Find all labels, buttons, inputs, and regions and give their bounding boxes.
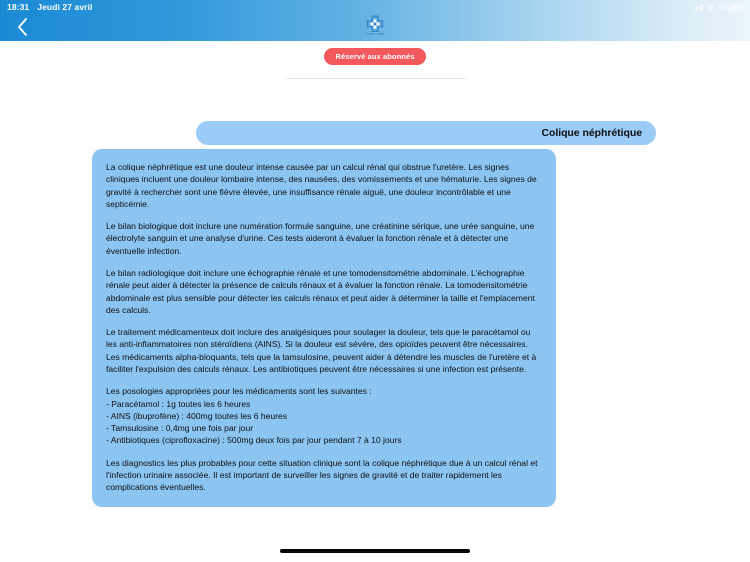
section-divider — [285, 78, 467, 79]
status-bar — [0, 0, 750, 14]
user-message-bubble — [196, 121, 656, 145]
answer-paragraph-3: Le bilan radiologique doit inclure une échographie rénale et une tomodensitométrie abdominale. L'échographie rénale peut aider à détecter la présence de calculs rénaux et à évaluer la fonction rénale. La tomodensitométrie abdominale est plus sensible pour détecter les calculs rénaux et peut aider à déterminer la taille et l'emplacement des calculs. — [106, 267, 535, 315]
app-logo[interactable] — [361, 13, 389, 39]
back-button[interactable] — [8, 14, 36, 40]
answer-paragraph-5: Les diagnostics les plus probables pour cette situation clinique sont la colique néphrétique due à un calcul rénal et l'infection urinaire associée. Il est important de surveiller les signes de gravité et de traiter rapidement les complications éventuelles. — [106, 457, 538, 493]
answer-paragraph-4: Le traitement médicamenteux doit inclure des analgésiques pour soulager la douleur, tels que le paracétamol ou les anti-inflammatoires non stéroïdiens (AINS). Si la douleur est sévère, des opioïdes peuvent être nécessaires. Les médicaments alpha-bloquants, tels que la tamsulosine, peuvent aider à détendre les muscles de l'uretère et à faciliter l'expulsion des calculs rénaux. Les antibiotiques peuvent être nécessaires si une infection est présente. — [106, 327, 537, 374]
posology-line: - Paracétamol : 1g toutes les 6 heures — [106, 398, 251, 409]
answer-paragraph-1: La colique néphrétique est une douleur intense causée par un calcul rénal qui obstrue l'uretère. Les signes cliniques incluent une douleur lombaire intense, des nausées, des vomissements et une hématurie. Les signes de gravité à rechercher sont une fièvre élevée, une insuffisance rénale aiguë, une douleur incontrôlable et une septicémie. — [106, 162, 537, 209]
posology-block — [106, 385, 542, 446]
app-header — [0, 0, 750, 41]
status-time: 18:31 — [7, 2, 30, 12]
status-bar-right — [694, 3, 743, 12]
posology-line: - Antibiotiques (ciprofloxacine) : 500mg deux fois par jour pendant 7 à 10 jours — [106, 435, 402, 446]
status-date: Jeudi 27 avril — [37, 2, 93, 12]
battery-icon — [729, 4, 743, 11]
wifi-icon — [706, 4, 715, 11]
status-bar-left — [7, 2, 93, 12]
posology-intro: Les posologies appropriées pour les médicaments sont les suivantes : — [106, 386, 372, 397]
subscriber-badge[interactable]: Réservé aux abonnés — [324, 48, 425, 65]
battery-percent-label: 53 — [717, 2, 726, 12]
medical-cross-icon — [365, 15, 385, 34]
answer-paragraph-2: Le bilan biologique doit inclure une numération formule sanguine, une créatinine sérique, une urée sanguine, une électrolyte sanguin et une analyse d'urine. Ces tests aideront à évaluer la fonction rénale et à détecter une éventuelle infection. — [106, 221, 535, 256]
chevron-left-icon — [16, 17, 29, 37]
badge-row — [0, 48, 750, 65]
posology-line: - AINS (ibuprofène) : 400mg toutes les 6 heures — [106, 410, 288, 421]
cellular-signal-icon — [694, 4, 703, 11]
logo-caption: CLINIC - MED — [366, 33, 384, 37]
answer-bubble — [92, 149, 556, 507]
home-indicator[interactable] — [280, 549, 470, 553]
posology-line: - Tamsulosine : 0,4mg une fois par jour — [106, 423, 254, 434]
user-message-text: Colique néphrétique — [541, 127, 642, 139]
